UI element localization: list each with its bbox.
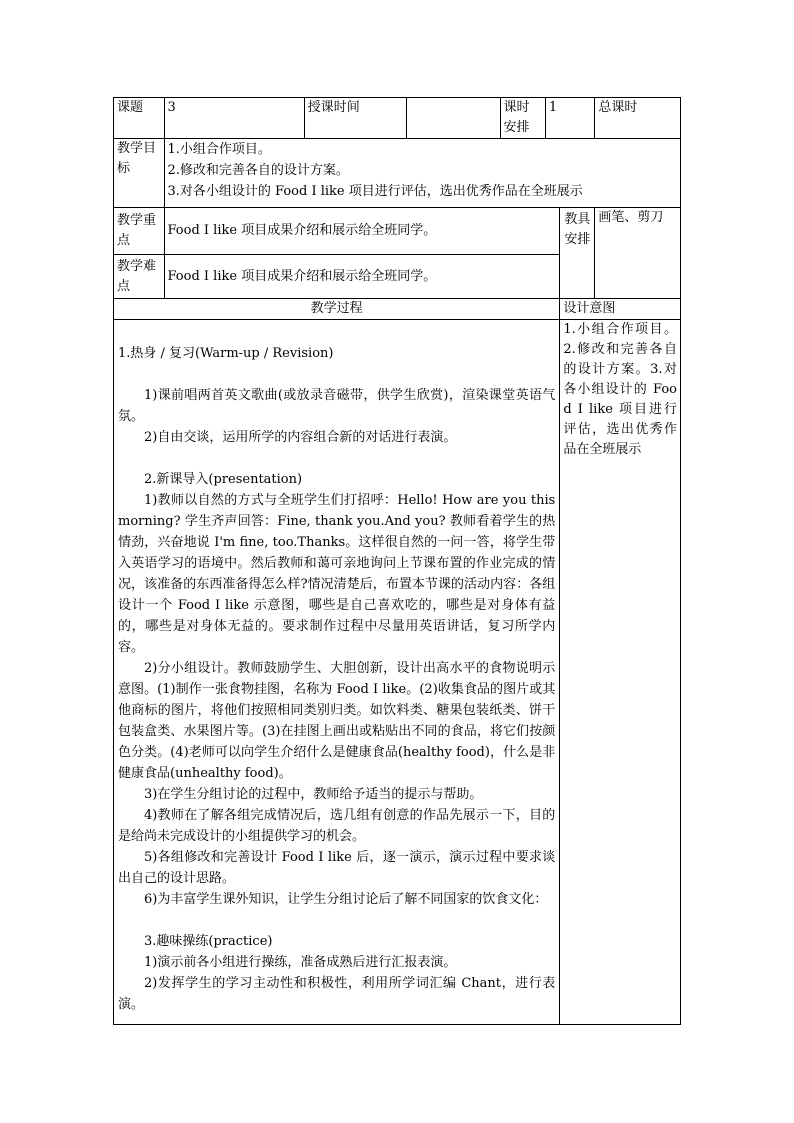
- focus-text: Food I like 项目成果介绍和展示给全班同学。: [164, 208, 560, 255]
- goals-content: [164, 139, 681, 208]
- section-heading: 2.新课导入(presentation): [144, 472, 303, 487]
- process-body-row: [114, 320, 681, 1025]
- goal-item: 2.修改和完善各自的设计方案。: [167, 163, 349, 178]
- goals-label: 教学目标: [114, 139, 165, 208]
- topic-label: 课题: [114, 98, 165, 139]
- process-header: 教学过程: [114, 299, 560, 320]
- process-header-row: [114, 299, 681, 320]
- header-row: [114, 98, 681, 139]
- schedule-label: 课时安排: [500, 98, 545, 139]
- paragraph: 3)在学生分组讨论的过程中，教师给予适当的提示与帮助。: [144, 787, 483, 802]
- total-label: 总课时: [595, 98, 681, 139]
- paragraph: 6)为丰富学生课外知识，让学生分组讨论后了解不同国家的饮食文化：: [144, 892, 548, 907]
- paragraph: 5)各组修改和完善设计 Food I like 后，逐一演示，演示过程中要求谈出自己的设计思路。: [118, 850, 556, 886]
- goal-item: 1.小组合作项目。: [167, 142, 271, 157]
- difficulty-text: Food I like 项目成果介绍和展示给全班同学。: [164, 255, 560, 299]
- time-label: 授课时间: [304, 98, 406, 139]
- lesson-plan-table: [113, 97, 681, 1025]
- tools-value: 画笔、剪刀: [595, 208, 681, 299]
- focus-label: 教学重点: [114, 208, 165, 255]
- intent-text: 1.小组合作项目。2.修改和完善各自的设计方案。3.对各小组设计的 Food I like 项目进行评估，选出优秀作品在全班展示: [560, 320, 681, 1025]
- difficulty-label: 教学难点: [114, 255, 165, 299]
- focus-row: [114, 208, 681, 255]
- process-body: [114, 320, 560, 1025]
- schedule-value: 1: [545, 98, 594, 139]
- paragraph: 1)课前唱两首英文歌曲(或放录音磁带，供学生欣赏)，渲染课堂英语气氛。: [118, 388, 556, 424]
- goals-row: [114, 139, 681, 208]
- section-heading: 1.热身 / 复习(Warm-up / Revision): [118, 346, 334, 361]
- intent-header: 设计意图: [560, 299, 681, 320]
- time-value: [406, 98, 500, 139]
- paragraph: 2)发挥学生的学习主动性和积极性，利用所学词汇编 Chant，进行表演。: [118, 976, 556, 1012]
- paragraph: 2)自由交谈，运用所学的内容组合新的对话进行表演。: [144, 430, 457, 445]
- paragraph: 1)教师以自然的方式与全班学生们打招呼：Hello! How are you this morning? 学生齐声回答：Fine, thank you.And you? 教师看着学生的热情劲，兴奋地说 I'm fine, too.Thanks。这样很自然的一问一答，将学生带入英语学习的语境中。然后教师和蔼可亲地询问上节课布置的作业完成的情况，该准备的东西准备得怎么样?情况清楚后，布置本节课的活动内容：各组设计一个 Food I like 示意图，哪些是自己喜欢吃的，哪些是对身体有益的，哪些是对身体无益的。要求制作过程中尽量用英语讲话，复习所学内容。: [118, 493, 556, 655]
- section-heading: 3.趣味操练(practice): [144, 934, 273, 949]
- paragraph: 1)演示前各小组进行操练，准备成熟后进行汇报表演。: [144, 955, 457, 970]
- tools-label: 教具安排: [560, 208, 595, 299]
- topic-value: 3: [164, 98, 304, 139]
- paragraph: 2)分小组设计。教师鼓励学生、大胆创新，设计出高水平的食物说明示意图。(1)制作一张食物挂图，名称为 Food I like。(2)收集食品的图片或其他商标的图片，将他们按照相同类别归类。如饮料类、糖果包装纸类、饼干包装盒类、水果图片等。(3)在挂图上画出或粘贴出不同的食品，将它们按颜色分类。(4)老师可以向学生介绍什么是健康食品(healthy food)，什么是非健康食品(unhealthy food)。: [118, 661, 556, 781]
- paragraph: 4)教师在了解各组完成情况后，选几组有创意的作品先展示一下，目的是给尚未完成设计的小组提供学习的机会。: [118, 808, 556, 844]
- goal-item: 3.对各小组设计的 Food I like 项目进行评估，选出优秀作品在全班展示: [167, 184, 583, 199]
